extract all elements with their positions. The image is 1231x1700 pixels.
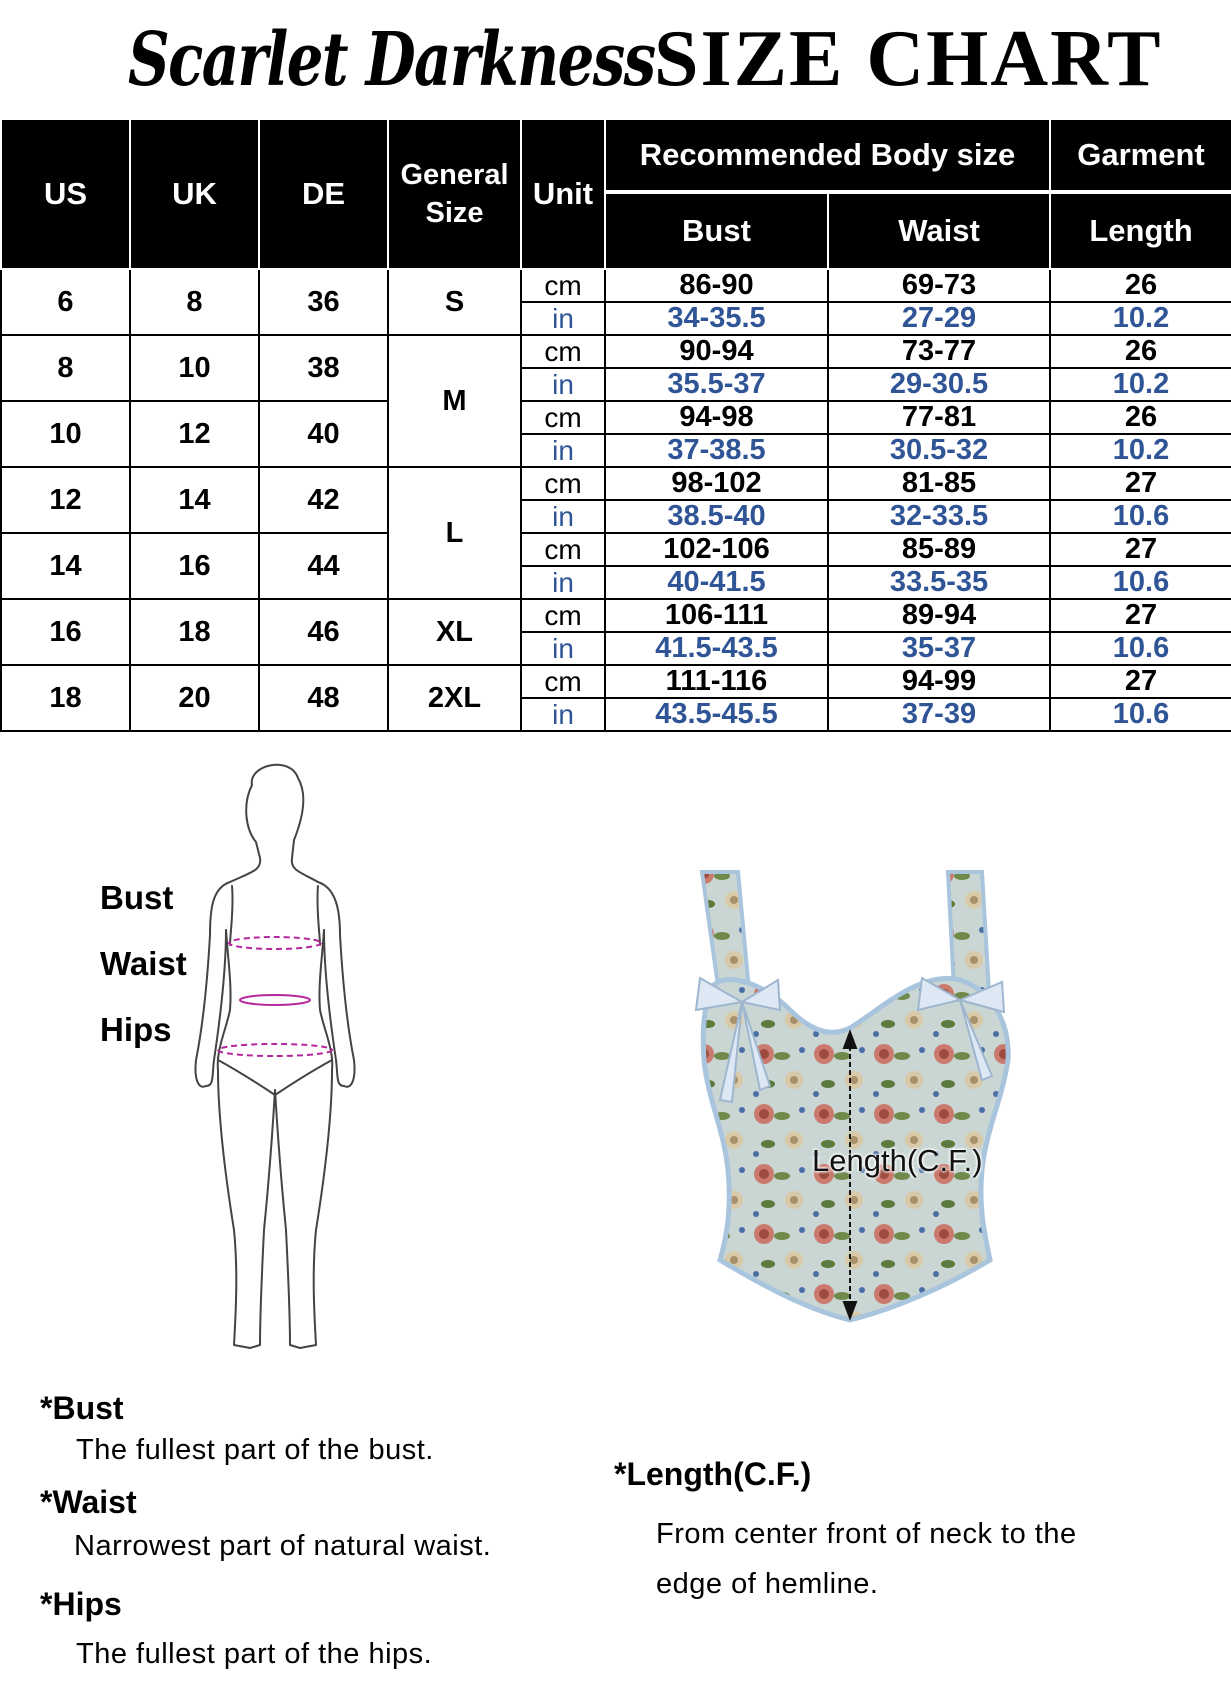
cell-uk: 12 xyxy=(130,401,259,467)
cell-bust: 102-106 xyxy=(605,533,828,566)
cell-unit: cm xyxy=(521,467,605,500)
cell-waist: 73-77 xyxy=(828,335,1050,368)
cell-us: 18 xyxy=(1,665,130,731)
length-cf-label: Length(C.F.) xyxy=(812,1143,983,1178)
hips-definition-title: *Hips xyxy=(40,1586,122,1622)
cell-uk: 18 xyxy=(130,599,259,665)
length-definition-title: *Length(C.F.) xyxy=(614,1456,812,1492)
cell-unit: cm xyxy=(521,599,605,632)
cell-bust: 40-41.5 xyxy=(605,566,828,599)
table-row xyxy=(1,269,1231,302)
waist-definition-title: *Waist xyxy=(40,1484,137,1520)
length-definition-text-1: From center front of neck to the xyxy=(656,1518,1077,1550)
cell-length: 10.6 xyxy=(1050,632,1231,665)
cell-unit: in xyxy=(521,500,605,533)
cell-waist: 89-94 xyxy=(828,599,1050,632)
cell-waist: 81-85 xyxy=(828,467,1050,500)
cell-uk: 20 xyxy=(130,665,259,731)
cell-us: 12 xyxy=(1,467,130,533)
cell-length: 10.6 xyxy=(1050,698,1231,731)
header xyxy=(0,0,1231,118)
table-row xyxy=(1,665,1231,698)
cell-unit: in xyxy=(521,302,605,335)
cell-waist: 77-81 xyxy=(828,401,1050,434)
waist-label: Waist xyxy=(100,945,187,982)
page-title: SIZE CHART xyxy=(654,15,1163,103)
col-header-unit: Unit xyxy=(521,119,605,269)
cell-unit: cm xyxy=(521,401,605,434)
col-header-waist: Waist xyxy=(828,192,1050,269)
col-header-uk: UK xyxy=(130,119,259,269)
cell-length: 10.2 xyxy=(1050,434,1231,467)
cell-bust: 41.5-43.5 xyxy=(605,632,828,665)
cell-waist: 37-39 xyxy=(828,698,1050,731)
cell-us: 14 xyxy=(1,533,130,599)
hips-label: Hips xyxy=(100,1011,172,1048)
cell-length: 10.2 xyxy=(1050,368,1231,401)
cell-waist: 94-99 xyxy=(828,665,1050,698)
cell-waist: 30.5-32 xyxy=(828,434,1050,467)
cell-bust: 43.5-45.5 xyxy=(605,698,828,731)
cell-unit: in xyxy=(521,698,605,731)
table-row xyxy=(1,335,1231,368)
cell-waist: 27-29 xyxy=(828,302,1050,335)
table-row xyxy=(1,467,1231,500)
cell-waist: 35-37 xyxy=(828,632,1050,665)
cell-bust: 90-94 xyxy=(605,335,828,368)
cell-bust: 38.5-40 xyxy=(605,500,828,533)
length-definition-text-2: edge of hemline. xyxy=(656,1568,879,1600)
body-measurement-figure xyxy=(190,760,360,1360)
table-row xyxy=(1,401,1231,434)
col-header-length: Length xyxy=(1050,192,1231,269)
cell-general-size: S xyxy=(388,269,521,335)
cell-length: 27 xyxy=(1050,599,1231,632)
cell-unit: cm xyxy=(521,269,605,302)
cell-unit: cm xyxy=(521,533,605,566)
cell-length: 10.2 xyxy=(1050,302,1231,335)
cell-bust: 37-38.5 xyxy=(605,434,828,467)
cell-length: 27 xyxy=(1050,665,1231,698)
cell-unit: in xyxy=(521,368,605,401)
cell-general-size: L xyxy=(388,467,521,599)
cell-bust: 34-35.5 xyxy=(605,302,828,335)
cell-de: 36 xyxy=(259,269,388,335)
bust-label: Bust xyxy=(100,879,174,916)
col-header-us: US xyxy=(1,119,130,269)
cell-unit: cm xyxy=(521,335,605,368)
cell-waist: 85-89 xyxy=(828,533,1050,566)
cell-de: 38 xyxy=(259,335,388,401)
col-header-de: DE xyxy=(259,119,388,269)
corset-top-illustration xyxy=(690,860,1110,1340)
cell-us: 16 xyxy=(1,599,130,665)
cell-us: 10 xyxy=(1,401,130,467)
col-header-bust: Bust xyxy=(605,192,828,269)
cell-uk: 8 xyxy=(130,269,259,335)
cell-unit: in xyxy=(521,632,605,665)
cell-waist: 29-30.5 xyxy=(828,368,1050,401)
cell-waist: 32-33.5 xyxy=(828,500,1050,533)
cell-length: 26 xyxy=(1050,401,1231,434)
cell-length: 27 xyxy=(1050,467,1231,500)
cell-length: 10.6 xyxy=(1050,500,1231,533)
cell-general-size: M xyxy=(388,335,521,467)
cell-bust: 111-116 xyxy=(605,665,828,698)
cell-length: 26 xyxy=(1050,269,1231,302)
cell-bust: 86-90 xyxy=(605,269,828,302)
cell-bust: 98-102 xyxy=(605,467,828,500)
col-header-recommended: Recommended Body size xyxy=(605,119,1050,192)
table-row xyxy=(1,533,1231,566)
cell-de: 42 xyxy=(259,467,388,533)
cell-de: 48 xyxy=(259,665,388,731)
brand-logo: Scarlet Darkness xyxy=(128,17,655,103)
size-chart-table xyxy=(0,118,1231,732)
cell-unit: in xyxy=(521,434,605,467)
cell-de: 46 xyxy=(259,599,388,665)
cell-de: 40 xyxy=(259,401,388,467)
cell-bust: 94-98 xyxy=(605,401,828,434)
cell-waist: 33.5-35 xyxy=(828,566,1050,599)
cell-uk: 16 xyxy=(130,533,259,599)
cell-bust: 35.5-37 xyxy=(605,368,828,401)
col-header-general-size: General Size xyxy=(388,119,521,269)
header-row xyxy=(1,119,1231,192)
col-header-garment: Garment xyxy=(1050,119,1231,192)
cell-unit: in xyxy=(521,566,605,599)
cell-general-size: XL xyxy=(388,599,521,665)
cell-de: 44 xyxy=(259,533,388,599)
cell-length: 27 xyxy=(1050,533,1231,566)
cell-length: 10.6 xyxy=(1050,566,1231,599)
cell-length: 26 xyxy=(1050,335,1231,368)
cell-unit: cm xyxy=(521,665,605,698)
cell-uk: 14 xyxy=(130,467,259,533)
bust-definition-text: The fullest part of the bust. xyxy=(76,1434,434,1466)
cell-bust: 106-111 xyxy=(605,599,828,632)
hips-definition-text: The fullest part of the hips. xyxy=(76,1638,433,1670)
cell-uk: 10 xyxy=(130,335,259,401)
table-row xyxy=(1,599,1231,632)
cell-general-size: 2XL xyxy=(388,665,521,731)
cell-us: 6 xyxy=(1,269,130,335)
waist-definition-text: Narrowest part of natural waist. xyxy=(74,1530,492,1562)
bust-definition-title: *Bust xyxy=(40,1390,124,1426)
cell-us: 8 xyxy=(1,335,130,401)
cell-waist: 69-73 xyxy=(828,269,1050,302)
